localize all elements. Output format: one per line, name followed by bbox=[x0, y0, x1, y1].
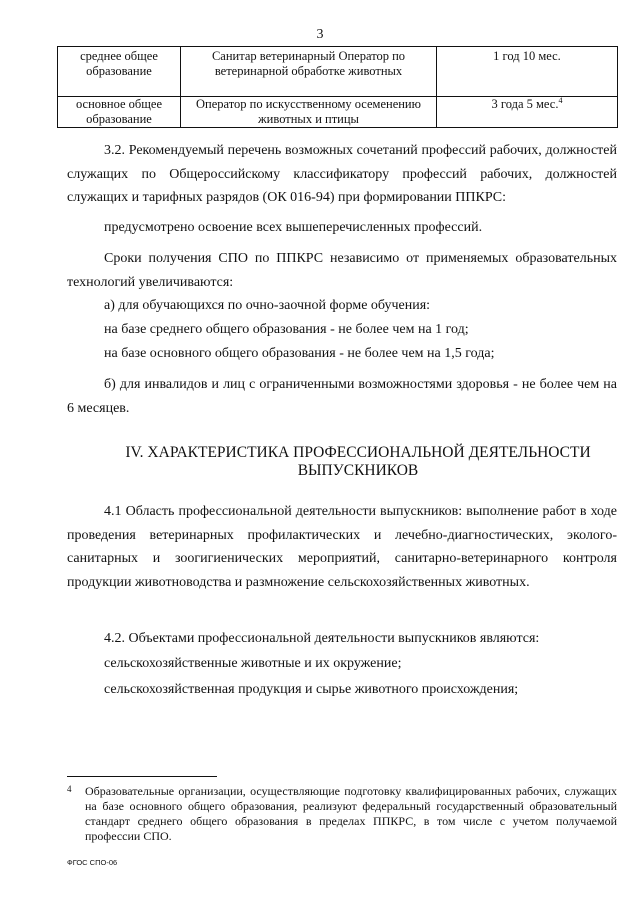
paragraph-terms: Сроки получения СПО по ППКРС независимо от применяемых образовательных технологий увеличиваются: bbox=[67, 251, 617, 290]
footnote-divider bbox=[67, 776, 217, 777]
paragraph-provided: предусмотрено освоение всех вышеперечисленных профессий. bbox=[104, 220, 483, 235]
duration-cell bbox=[437, 97, 618, 128]
paragraph-4-2: 4.2. Объектами профессиональной деятельности выпускников являются: bbox=[104, 631, 540, 646]
footnote-ref: 4 bbox=[558, 95, 563, 105]
education-cell: среднее общее образование bbox=[58, 47, 181, 97]
list-item-a1: на базе среднего общего образования - не более чем на 1 год; bbox=[104, 322, 469, 337]
list-item-b: б) для инвалидов и лиц с ограниченными возможностями здоровья - не более чем на 6 месяцев. bbox=[67, 377, 617, 416]
list-item-products: сельскохозяйственная продукция и сырье животного происхождения; bbox=[104, 682, 519, 697]
professions-cell: Оператор по искусственному осеменению животных и птицы bbox=[181, 97, 437, 128]
duration-cell bbox=[437, 47, 618, 97]
table-row bbox=[58, 47, 618, 97]
duration-value: 3 года 5 мес. bbox=[491, 97, 559, 111]
footnote-mark: 4 bbox=[67, 784, 72, 794]
page-number: 3 bbox=[316, 27, 324, 42]
list-item-a: а) для обучающихся по очно-заочной форме обучения: bbox=[104, 298, 431, 313]
education-cell: основное общее образование bbox=[58, 97, 181, 128]
list-item-animals: сельскохозяйственные животные и их окружение; bbox=[104, 656, 402, 671]
list-item-a2: на базе основного общего образования - не более чем на 1,5 года; bbox=[104, 346, 495, 361]
table-row bbox=[58, 97, 618, 128]
paragraph-3-2: 3.2. Рекомендуемый перечень возможных сочетаний профессий рабочих, должностей служащих по Общероссийскому классификатору профессий рабочих, должностей служащих и тарифных разрядов (ОК 016-94) при формировании ППКРС: bbox=[67, 143, 617, 205]
document-code: ФГОС СПО-06 bbox=[67, 858, 118, 867]
paragraph-4-1: 4.1 Область профессиональной деятельности выпускников: выполнение работ в ходе проведения ветеринарных профилактических и лечебно-диагностических, эколого-санитарных и зоогигиенических мероприятий, санитарно-ветеринарного контроля продукции животноводства и размножение сельскохозяйственных животных. bbox=[67, 504, 617, 590]
professions-cell: Санитар ветеринарный Оператор по ветеринарной обработке животных bbox=[181, 47, 437, 97]
professions-table bbox=[57, 46, 618, 128]
section-heading: IV. ХАРАКТЕРИСТИКА ПРОФЕССИОНАЛЬНОЙ ДЕЯТЕЛЬНОСТИ ВЫПУСКНИКОВ bbox=[125, 444, 591, 479]
footnote bbox=[67, 784, 617, 844]
duration-value: 1 год 10 мес. bbox=[493, 49, 561, 63]
footnote-text: Образовательные организации, осуществляющие подготовку квалифицированных рабочих, служащих на базе основного общего образования, реализуют федеральный государственный образовательный стандарт среднего общего образования в пределах ППКРС, в том числе с учетом получаемой профессии СПО. bbox=[85, 784, 617, 843]
